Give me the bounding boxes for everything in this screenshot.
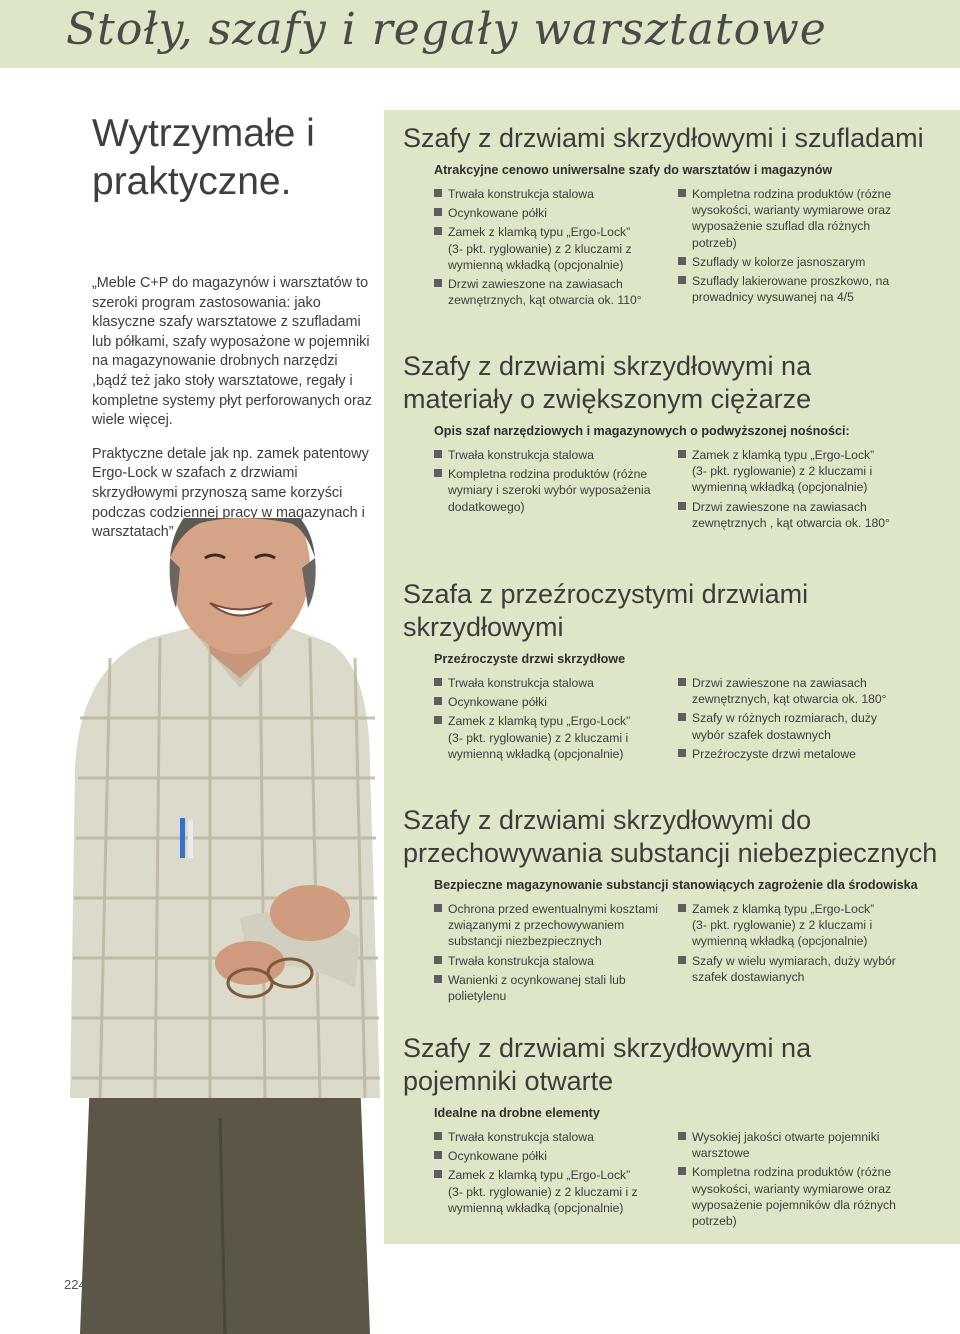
headline bbox=[92, 110, 372, 206]
feature-item bbox=[434, 224, 674, 273]
feature-item-line: Szafy w wielu wymiarach, duży wybór bbox=[692, 953, 896, 968]
feature-item-line: Przeźroczyste drzwi metalowe bbox=[692, 746, 856, 761]
feature-item-line: wyposażenie szuflad dla różnych bbox=[692, 219, 871, 234]
feature-item bbox=[434, 953, 674, 969]
feature-item-line: (3- pkt. ryglowanie) z 2 kluczami i bbox=[448, 730, 629, 745]
section-title-line: pojemniki otwarte bbox=[403, 1066, 614, 1096]
man-photo bbox=[40, 518, 392, 1334]
square-bullet-icon bbox=[678, 713, 686, 721]
intro-column bbox=[92, 110, 372, 543]
feature-item-line: Trwała konstrukcja stalowa bbox=[448, 953, 594, 968]
feature-item-line: Szuflady w kolorze jasnoszarym bbox=[692, 254, 866, 269]
feature-item bbox=[678, 746, 898, 762]
feature-item-line: Zamek z klamką typu „Ergo-Lock” bbox=[448, 714, 631, 729]
feature-item-line: Wysokiej jakości otwarte pojemniki bbox=[692, 1130, 880, 1144]
feature-item bbox=[434, 675, 674, 691]
section-title-line: materiały o zwiększonym ciężarze bbox=[403, 384, 812, 414]
feature-item-line: potrzeb) bbox=[692, 1214, 737, 1229]
feature-item-line: wymienną wkładką (opcjonalnie) bbox=[448, 1200, 624, 1215]
section-subtitle: Przeźroczyste drzwi skrzydłowe bbox=[434, 652, 626, 666]
feature-item bbox=[678, 186, 898, 251]
feature-item-line: Szuflady lakierowane proszkowo, na bbox=[692, 274, 890, 289]
square-bullet-icon bbox=[434, 904, 442, 912]
square-bullet-icon bbox=[434, 450, 442, 458]
square-bullet-icon bbox=[678, 904, 686, 912]
feature-item-line: Drzwi zawieszone na zawiasach bbox=[448, 277, 623, 292]
feature-item bbox=[678, 1129, 898, 1161]
feature-item bbox=[678, 447, 898, 496]
intro-paragraph: „Meble C+P do magazynów i warsztatów to szeroki program zastosowania: jako klasyczne szafy warsztatowe z szufladami lub półkami, szafy wyposażone w pojemniki na magazynowanie drobnych narzędzi ,bądź też jako stoły warsztatowe, regały i kompletne systemy płyt perforowanych oraz wiele więcej. bbox=[92, 275, 372, 429]
feature-item bbox=[434, 1148, 674, 1164]
feature-item bbox=[678, 1164, 898, 1229]
feature-list bbox=[678, 447, 898, 534]
feature-item-line: wysokości, warianty wymiarowe oraz bbox=[692, 203, 892, 218]
feature-item-line: (3- pkt. ryglowanie) z 2 kluczami z bbox=[448, 241, 632, 256]
feature-list bbox=[678, 186, 898, 308]
section-title bbox=[403, 578, 960, 644]
feature-item-line: Zamek z klamką typu „Ergo-Lock” bbox=[448, 1168, 631, 1183]
feature-item bbox=[678, 710, 898, 742]
feature-list bbox=[434, 447, 674, 518]
square-bullet-icon bbox=[434, 1170, 442, 1178]
section-title-line: Szafy z drzwiami skrzydłowymi na bbox=[403, 351, 812, 381]
square-bullet-icon bbox=[678, 1167, 686, 1175]
section-subtitle: Opis szaf narzędziowych i magazynowych o podwyższonej nośności: bbox=[434, 424, 850, 438]
feature-item-line: substancji niezbezpiecznych bbox=[448, 934, 602, 949]
feature-item-line: szafek dostawianych bbox=[692, 969, 805, 984]
section-transparent-doors bbox=[384, 570, 960, 780]
square-bullet-icon bbox=[434, 1132, 442, 1140]
feature-item-line: wyposażenie pojemników dla różnych bbox=[692, 1197, 896, 1212]
square-bullet-icon bbox=[678, 678, 686, 686]
feature-item-line: wymienną wkładką (opcjonalnie) bbox=[448, 746, 624, 761]
feature-item-line: wymienną wkładką (opcjonalnie) bbox=[692, 934, 868, 949]
headline-line: Wytrzymałe i bbox=[92, 112, 315, 155]
feature-item bbox=[434, 901, 674, 950]
square-bullet-icon bbox=[434, 678, 442, 686]
square-bullet-icon bbox=[678, 956, 686, 964]
feature-item-line: zewnętrznych , kąt otwarcia ok. 180° bbox=[692, 515, 890, 530]
intro-paragraph-2: Praktyczne detale jak np. zamek patentowy Ergo-Lock w szafach z drzwiami skrzydłowymi przynoszą same korzyści podczas codziennej pracy w magazynach i warsztatach” bbox=[92, 445, 369, 541]
square-bullet-icon bbox=[434, 208, 442, 216]
feature-item-line: Zamek z klamką typu „Ergo-Lock” bbox=[692, 902, 875, 916]
feature-item-line: dodatkowego) bbox=[448, 499, 525, 514]
feature-item-line: Trwała konstrukcja stalowa bbox=[448, 187, 594, 201]
feature-list bbox=[678, 901, 898, 988]
feature-item-line: wymiary i szeroki wybór wyposażenia bbox=[448, 483, 651, 498]
square-bullet-icon bbox=[434, 697, 442, 705]
feature-item bbox=[434, 186, 674, 202]
feature-item-line: (3- pkt. ryglowanie) z 2 kluczami i z bbox=[448, 1184, 638, 1199]
feature-item bbox=[434, 447, 674, 463]
feature-item-line: (3- pkt. ryglowanie) z 2 kluczami i bbox=[692, 464, 873, 479]
square-bullet-icon bbox=[434, 227, 442, 235]
feature-item-line: Wanienki z ocynkowanej stali lub bbox=[448, 972, 626, 987]
section-title bbox=[403, 804, 960, 870]
feature-item-line: (3- pkt. ryglowanie) z 2 kluczami i bbox=[692, 918, 873, 933]
feature-list bbox=[434, 901, 674, 1007]
feature-item bbox=[434, 466, 674, 515]
feature-item bbox=[434, 205, 674, 221]
feature-item bbox=[678, 675, 898, 707]
feature-item-line: Kompletna rodzina produktów (różne bbox=[692, 187, 892, 201]
square-bullet-icon bbox=[434, 189, 442, 197]
section-subtitle: Idealne na drobne elementy bbox=[434, 1106, 600, 1120]
feature-item-line: warsztowe bbox=[692, 1146, 750, 1161]
section-subtitle: Atrakcyjne cenowo uniwersalne szafy do warsztatów i magazynów bbox=[434, 163, 833, 177]
feature-item bbox=[434, 1129, 674, 1145]
feature-item-line: Trwała konstrukcja stalowa bbox=[448, 448, 594, 462]
feature-item-line: związanymi z przechowywaniem bbox=[448, 918, 625, 933]
square-bullet-icon bbox=[678, 450, 686, 458]
section-title bbox=[403, 1032, 960, 1098]
square-bullet-icon bbox=[434, 975, 442, 983]
feature-item-line: Kompletna rodzina produktów (różne bbox=[692, 1165, 892, 1180]
square-bullet-icon bbox=[678, 502, 686, 510]
section-swing-door-drawers bbox=[384, 110, 960, 348]
section-title-line: Szafy z drzwiami skrzydłowymi na bbox=[403, 1033, 812, 1063]
feature-item-line: Kompletna rodzina produktów (różne bbox=[448, 467, 648, 482]
page-number: 224 bbox=[64, 1277, 86, 1292]
square-bullet-icon bbox=[434, 1151, 442, 1159]
feature-item bbox=[678, 273, 898, 305]
feature-item-line: zewnętrznych, kąt otwarcia ok. 180° bbox=[692, 692, 887, 707]
feature-item bbox=[678, 953, 898, 985]
feature-item-line: Ocynkowane półki bbox=[448, 206, 547, 221]
feature-item-line: Trwała konstrukcja stalowa bbox=[448, 676, 594, 690]
feature-item-line: prowadnicy wysuwanej na 4/5 bbox=[692, 290, 854, 305]
section-heavy-materials bbox=[384, 348, 960, 570]
square-bullet-icon bbox=[434, 469, 442, 477]
feature-item bbox=[434, 713, 674, 762]
square-bullet-icon bbox=[434, 279, 442, 287]
feature-item bbox=[434, 276, 674, 308]
feature-item-line: potrzeb) bbox=[692, 235, 737, 250]
feature-item-line: Ocynkowane półki bbox=[448, 1149, 547, 1164]
feature-item-line: Drzwi zawieszone na zawiasach bbox=[692, 676, 867, 690]
feature-item bbox=[678, 901, 898, 950]
square-bullet-icon bbox=[678, 749, 686, 757]
feature-item-line: Zamek z klamką typu „Ergo-Lock” bbox=[448, 225, 631, 240]
feature-item bbox=[678, 254, 898, 270]
square-bullet-icon bbox=[678, 1132, 686, 1140]
square-bullet-icon bbox=[434, 716, 442, 724]
feature-item-line: wybór szafek dostawnych bbox=[692, 727, 831, 742]
feature-item-line: wysokości, warianty wymiarowe oraz bbox=[692, 1181, 892, 1196]
section-title-line: Szafy z drzwiami skrzydłowymi do bbox=[403, 805, 812, 835]
square-bullet-icon bbox=[678, 257, 686, 265]
feature-item bbox=[434, 972, 674, 1004]
feature-item-line: Szafy w różnych rozmiarach, duży bbox=[692, 711, 877, 726]
section-title-line: przechowywania substancji niebezpiecznych bbox=[403, 838, 938, 868]
feature-list bbox=[434, 186, 674, 311]
section-title bbox=[403, 350, 960, 416]
square-bullet-icon bbox=[678, 189, 686, 197]
section-title-line: skrzydłowymi bbox=[403, 612, 564, 642]
section-title-line: Szafy z drzwiami skrzydłowymi i szufladami bbox=[403, 123, 924, 153]
page-title: Stoły, szafy i regały warsztatowe bbox=[66, 4, 827, 55]
square-bullet-icon bbox=[678, 276, 686, 284]
feature-item bbox=[434, 1167, 674, 1216]
feature-item-line: Trwała konstrukcja stalowa bbox=[448, 1130, 594, 1144]
feature-list bbox=[434, 1129, 674, 1219]
section-open-bins bbox=[384, 1016, 960, 1244]
title-band bbox=[0, 0, 960, 68]
section-title bbox=[403, 122, 960, 155]
feature-item-line: Ochrona przed ewentualnymi kosztami bbox=[448, 902, 658, 916]
feature-list bbox=[434, 675, 674, 765]
square-bullet-icon bbox=[434, 956, 442, 964]
feature-item-line: Ocynkowane półki bbox=[448, 695, 547, 710]
headline-line: praktyczne. bbox=[92, 160, 292, 203]
feature-item bbox=[434, 694, 674, 710]
feature-list bbox=[678, 1129, 898, 1232]
feature-list bbox=[678, 675, 898, 765]
feature-item-line: polietylenu bbox=[448, 989, 507, 1004]
feature-item-line: wymienną wkładką (opcjonalnie) bbox=[448, 257, 624, 272]
section-hazardous-substances bbox=[384, 780, 960, 1016]
section-title-line: Szafa z przeźroczystymi drzwiami bbox=[403, 579, 809, 609]
feature-item-line: Zamek z klamką typu „Ergo-Lock” bbox=[692, 448, 875, 462]
section-subtitle: Bezpieczne magazynowanie substancji stanowiących zagrożenie dla środowiska bbox=[434, 878, 918, 892]
feature-item-line: Drzwi zawieszone na zawiasach bbox=[692, 499, 867, 514]
feature-item-line: zewnętrznych, kąt otwarcia ok. 110° bbox=[448, 293, 642, 308]
feature-item bbox=[678, 499, 898, 531]
feature-item-line: wymienną wkładką (opcjonalnie) bbox=[692, 480, 868, 495]
